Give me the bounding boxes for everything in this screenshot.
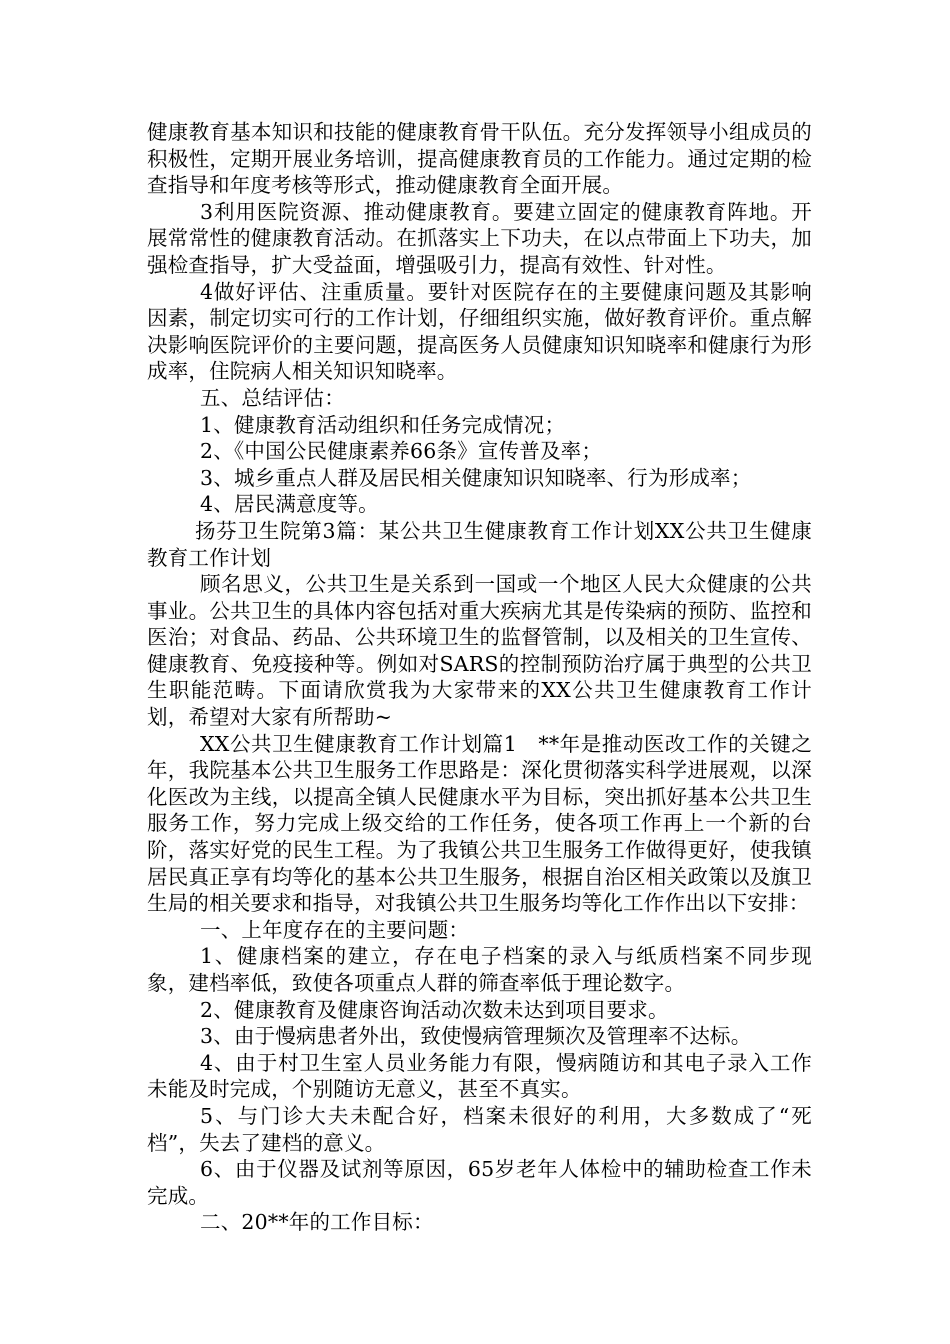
- list-item: 2、《中国公民健康素养66条》宣传普及率；: [200, 439, 603, 464]
- section-heading-2: 二、20**年的工作目标：: [200, 1210, 434, 1235]
- section-heading-1: 一、上年度存在的主要问题：: [200, 917, 470, 942]
- paragraph-plan: XX公共卫生健康教育工作计划篇1 **年是推动医改工作的关键之年，我院基本公共卫生服务工作思路是：深化贯彻落实科学进展观，以深化医改为主线，以提高全镇人民健康水平为目标，突出抓好基本公共卫生服务工作，努力完成上级交给的工作任务，使各项工作再上一个新的台阶，落实好党的民生工程。为了我镇公共卫生服务工作做得更好，使我镇居民真正享有均等化的基本公共卫生服务，根据自治区相关政策以及旗卫生局的相关要求和指导，对我镇公共卫生服务均等化工作作出以下安排：: [147, 731, 812, 916]
- list-item: 4、由于村卫生室人员业务能力有限，慢病随访和其电子录入工作未能及时完成，个别随访无意义，甚至不真实。: [147, 1050, 812, 1102]
- list-item: 2、健康教育及健康咨询活动次数未达到项目要求。: [200, 997, 669, 1022]
- list-item: 1、健康档案的建立，存在电子档案的录入与纸质档案不同步现象，建档率低，致使各项重点人群的筛查率低于理论数字。: [147, 944, 812, 995]
- paragraph-intro: 顾名思义，公共卫生是关系到一国或一个地区人民大众健康的公共事业。公共卫生的具体内容包括对重大疾病尤其是传染病的预防、监控和医治；对食品、药品、公共环境卫生的监督管制，以及相关的卫生宣传、健康教育、免疫接种等。例如对SARS的控制预防治疗属于典型的公共卫生职能范畴。下面请欣赏我为大家带来的XX公共卫生健康教育工作计划，希望对大家有所帮助~: [147, 572, 812, 730]
- list-item: 1、健康教育活动组织和任务完成情况；: [200, 412, 566, 437]
- document-body: [147, 119, 812, 1236]
- list-item: 4、居民满意度等。: [200, 492, 379, 517]
- article-title: 扬芬卫生院第3篇：某公共卫生健康教育工作计划XX公共卫生健康教育工作计划: [147, 518, 812, 570]
- paragraph-3: 4做好评估、注重质量。要针对医院存在的主要健康问题及其影响因素，制定切实可行的工作计划，仔细组织实施，做好教育评价。重点解决影响医院评价的主要问题，提高医务人员健康知识知晓率和健康行为形成率，住院病人相关知识知晓率。: [147, 279, 812, 384]
- list-item: 3、城乡重点人群及居民相关健康知识知晓率、行为形成率；: [200, 465, 752, 490]
- list-item: 3、由于慢病患者外出，致使慢病管理频次及管理率不达标。: [200, 1024, 752, 1049]
- paragraph-2: 3利用医院资源、推动健康教育。要建立固定的健康教育阵地。开展常常性的健康教育活动。在抓落实上下功夫，在以点带面上下功夫，加强检查指导，扩大受益面，增强吸引力，提高有效性、针对性。: [147, 199, 812, 277]
- list-item: 6、由于仪器及试剂等原因，65岁老年人体检中的辅助检查工作未完成。: [147, 1157, 812, 1208]
- paragraph-1: 健康教育基本知识和技能的健康教育骨干队伍。充分发挥领导小组成员的积极性，定期开展业务培训，提高健康教育员的工作能力。通过定期的检查指导和年度考核等形式，推动健康教育全面开展。: [147, 120, 812, 198]
- section-heading-5: 五、总结评估：: [200, 385, 345, 410]
- list-item: 5、与门诊大夫未配合好，档案未很好的利用，大多数成了“死档”，失去了建档的意义。: [147, 1103, 812, 1155]
